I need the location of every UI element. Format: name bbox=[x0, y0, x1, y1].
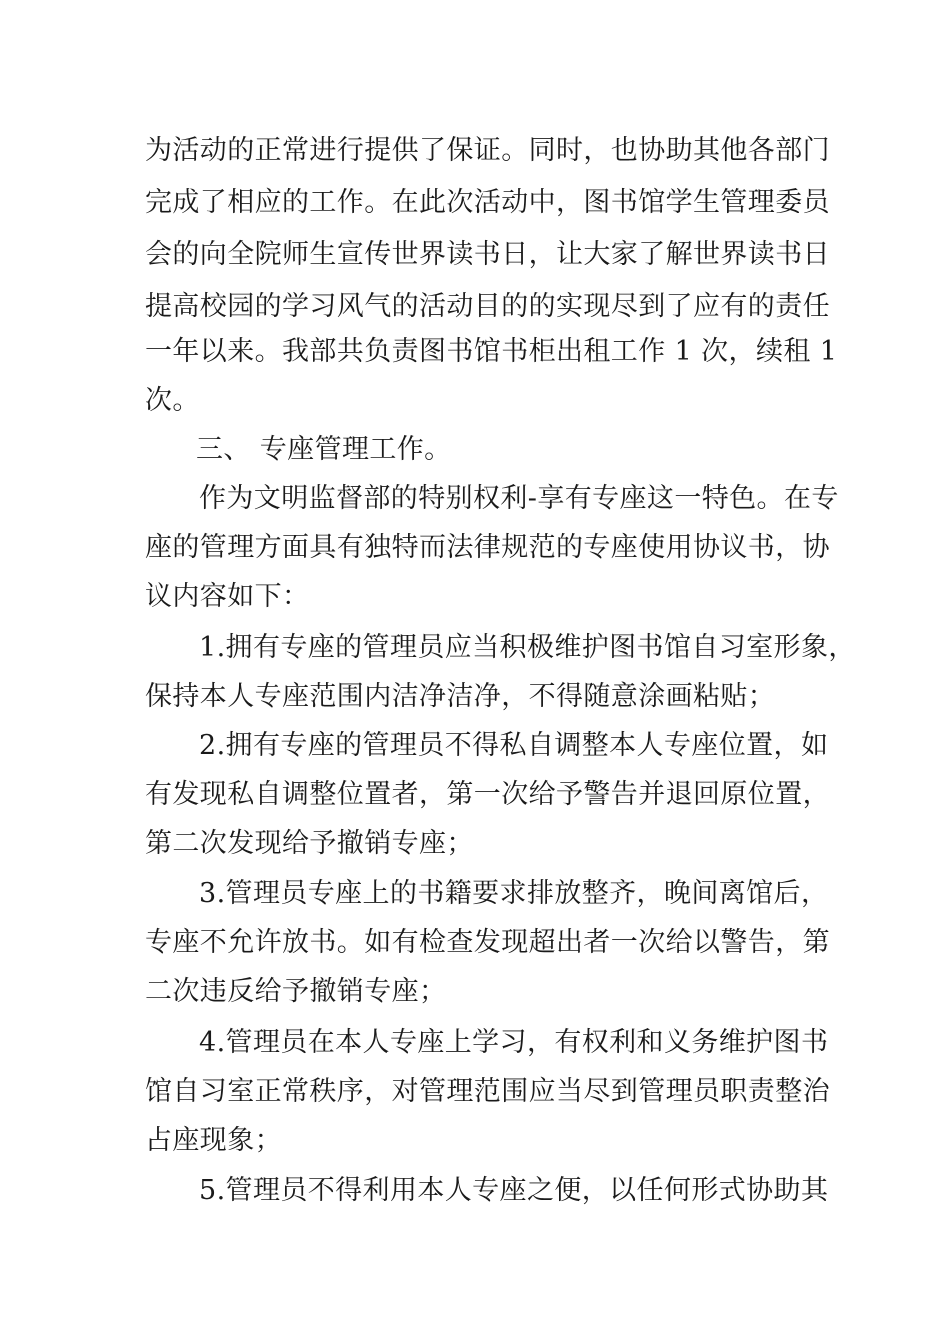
text-line: 次。 bbox=[145, 385, 200, 416]
text-line: 占座现象； bbox=[145, 1125, 282, 1156]
text-line: 专座不允许放书。如有检查发现超出者一次给以警告，第 bbox=[145, 927, 830, 958]
text-line: 完成了相应的工作。在此次活动中，图书馆学生管理委员 bbox=[145, 187, 830, 218]
list-item-line: 1.拥有专座的管理员应当积极维护图书馆自习室形象， bbox=[199, 632, 856, 663]
list-item-line: 5.管理员不得利用本人专座之便，以任何形式协助其 bbox=[199, 1175, 829, 1206]
text-line: 提高校园的学习风气的活动目的的实现尽到了应有的责任 bbox=[145, 291, 830, 322]
text-line: 第二次发现给予撤销专座； bbox=[145, 828, 474, 859]
list-item-line: 2.拥有专座的管理员不得私自调整本人专座位置，如 bbox=[199, 730, 829, 761]
text-line: 会的向全院师生宣传世界读书日，让大家了解世界读书日 bbox=[145, 239, 830, 270]
text-line: 二次违反给予撤销专座； bbox=[145, 976, 447, 1007]
text-line: 保持本人专座范围内洁净洁净，不得随意涂画粘贴； bbox=[145, 681, 776, 712]
list-item-line: 3.管理员专座上的书籍要求排放整齐，晚间离馆后， bbox=[199, 878, 829, 909]
section-heading: 三、 专座管理工作。 bbox=[196, 434, 452, 465]
text-line: 有发现私自调整位置者，第一次给予警告并退回原位置， bbox=[145, 779, 830, 810]
text-line: 议内容如下： bbox=[145, 581, 310, 612]
text-line: 作为文明监督部的特别权利-享有专座这一特色。在专 bbox=[199, 483, 839, 514]
text-line: 为活动的正常进行提供了保证。同时，也协助其他各部门 bbox=[145, 135, 830, 166]
text-line: 馆自习室正常秩序，对管理范围应当尽到管理员职责整治 bbox=[145, 1076, 830, 1107]
text-line: 一年以来。我部共负责图书馆书柜出租工作 1 次，续租 1 bbox=[145, 336, 838, 367]
list-item-line: 4.管理员在本人专座上学习，有权利和义务维护图书 bbox=[199, 1027, 829, 1058]
text-line: 座的管理方面具有独特而法律规范的专座使用协议书，协 bbox=[145, 532, 830, 563]
